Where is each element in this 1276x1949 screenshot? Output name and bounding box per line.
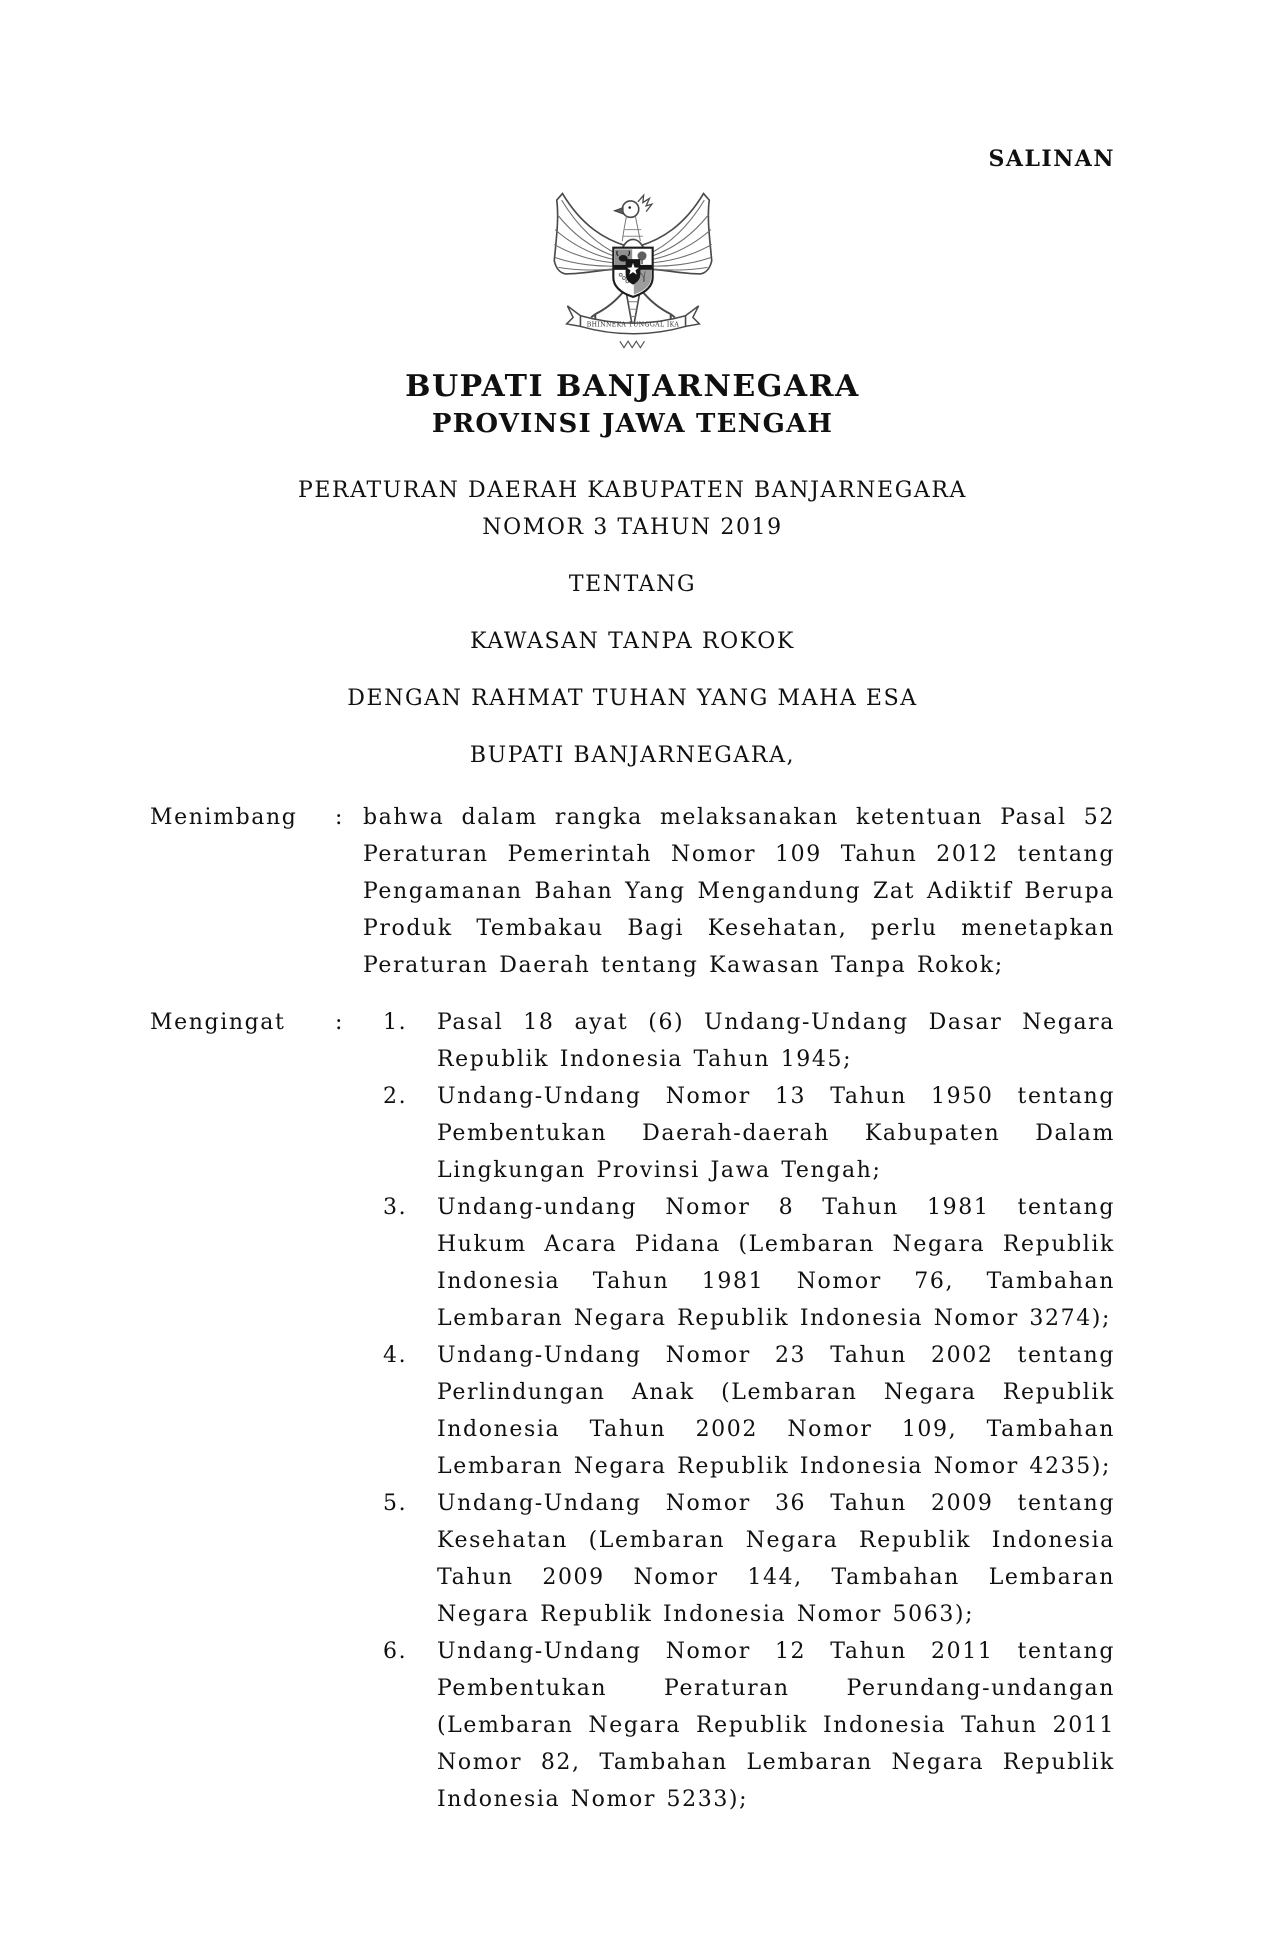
legal-basis-list xyxy=(363,1004,1115,1818)
mengingat-label: Mengingat xyxy=(150,1010,286,1035)
regulation-number: NOMOR 3 TAHUN 2019 xyxy=(482,515,783,540)
mengingat-colon: : xyxy=(335,1010,345,1035)
legal-basis-item xyxy=(363,1189,1115,1337)
item-text: Pasal 18 ayat (6) Undang-Undang Dasar Negara Republik Indonesia Tahun 1945; xyxy=(437,1010,1115,1072)
garuda-pancasila-emblem xyxy=(551,182,715,356)
item-number: 3. xyxy=(383,1195,408,1220)
copy-stamp-label: SALINAN xyxy=(988,146,1115,172)
item-text: Undang-undang Nomor 8 Tahun 1981 tentang Hukum Acara Pidana (Lembaran Negara Republik Indonesia Tahun 1981 Nomor 76, Tambahan Lembaran Negara Republik Indonesia Nomor 3274); xyxy=(437,1195,1115,1331)
garuda-pancasila-icon xyxy=(551,182,715,356)
legal-basis-item xyxy=(363,1633,1115,1818)
mengingat-section xyxy=(150,1004,1115,1818)
legal-basis-item xyxy=(363,1485,1115,1633)
invocation-line: DENGAN RAHMAT TUHAN YANG MAHA ESA xyxy=(347,686,918,711)
head-icon xyxy=(614,195,652,241)
menimbang-colon: : xyxy=(335,805,345,830)
pancasila-shield-icon xyxy=(613,248,652,297)
regulation-subject: KAWASAN TANPA ROKOK xyxy=(470,629,795,654)
scroll-fold-icon xyxy=(619,341,644,348)
item-number: 6. xyxy=(383,1639,408,1664)
item-text: Undang-Undang Nomor 36 Tahun 2009 tentang Kesehatan (Lembaran Negara Republik Indonesia Tahun 2009 Nomor 144, Tambahan Lembaran Negara Republik Indonesia Nomor 5063); xyxy=(437,1491,1115,1627)
menimbang-text: bahwa dalam rangka melaksanakan ketentuan Pasal 52 Peraturan Pemerintah Nomor 109 Tahun 2012 tentang Pengamanan Bahan Yang Mengandung Zat Adiktif Berupa Produk Tembakau Bagi Kesehatan, perlu menetapkan Peraturan Daerah tentang Kawasan Tanpa Rokok; xyxy=(363,805,1115,978)
emblem-motto: BHINNEKA TUNGGAL IKA xyxy=(586,321,679,329)
issuer-line: BUPATI BANJARNEGARA, xyxy=(469,743,796,768)
letterhead-subtitle: PROVINSI JAWA TENGAH xyxy=(431,409,834,439)
regulation-title-line1: PERATURAN DAERAH KABUPATEN BANJARNEGARA xyxy=(297,478,968,503)
letterhead-title: BUPATI BANJARNEGARA xyxy=(405,369,860,404)
item-text: Undang-Undang Nomor 13 Tahun 1950 tentang Pembentukan Daerah-daerah Kabupaten Dalam Lingkungan Provinsi Jawa Tengah; xyxy=(437,1084,1115,1183)
item-text: Undang-Undang Nomor 12 Tahun 2011 tentang Pembentukan Peraturan Perundang-undangan (Lembaran Negara Republik Indonesia Tahun 2011 Nomor 82, Tambahan Lembaran Negara Republik Indonesia Nomor 5233); xyxy=(437,1639,1115,1812)
menimbang-label: Menimbang xyxy=(150,805,298,830)
tentang-label: TENTANG xyxy=(568,572,697,597)
legal-basis-item xyxy=(363,1078,1115,1189)
item-number: 1. xyxy=(383,1010,408,1035)
menimbang-section xyxy=(150,799,1115,984)
legal-basis-item xyxy=(363,1004,1115,1078)
item-number: 4. xyxy=(383,1343,408,1368)
legal-basis-item xyxy=(363,1337,1115,1485)
item-number: 2. xyxy=(383,1084,408,1109)
item-number: 5. xyxy=(383,1491,408,1516)
item-text: Undang-Undang Nomor 23 Tahun 2002 tentang Perlindungan Anak (Lembaran Negara Republik Indonesia Tahun 2002 Nomor 109, Tambahan Lembaran Negara Republik Indonesia Nomor 4235); xyxy=(437,1343,1115,1479)
